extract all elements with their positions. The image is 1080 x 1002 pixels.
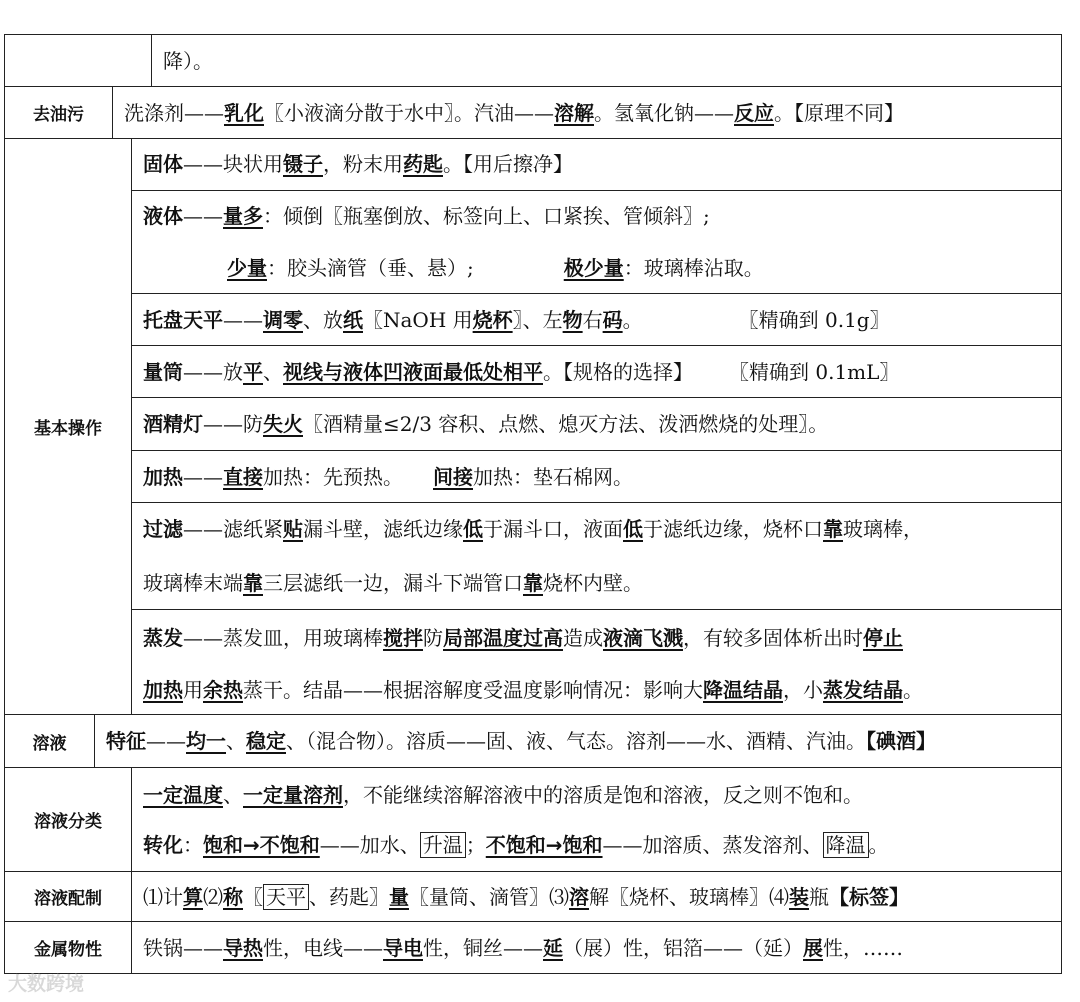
sub-lamp: 酒精灯——防失火〖酒精量≤2/3 容积、点燃、熄灭方法、泼洒燃烧的处理〗。 <box>131 398 1061 451</box>
row-label-solution: 溶液 <box>5 715 95 767</box>
row-label-degrease: 去油污 <box>5 87 113 138</box>
sub-balance: 托盘天平——调零、放纸〖NaOH 用烧杯〗、左物右码。 〖精确到 0.1g〗 <box>131 294 1061 346</box>
row-label-basic: 基本操作 <box>5 139 132 714</box>
sub-evaporation: 蒸发——蒸发皿，用玻璃棒搅拌防局部温度过高造成液滴飞溅，有较多固体析出时停止 加热用余热蒸干。结晶——根据溶解度受温度影响情况：影响大降温结晶，小蒸发结晶。 <box>143 626 923 702</box>
sub-solid: 固体——块状用镊子，粉末用药匙。【用后擦净】 <box>131 139 1061 191</box>
watermark-text: 大数跨境 <box>8 973 85 995</box>
degrease-text: 洗涤剂——乳化〖小液滴分散于水中〗。汽油——溶解。氢氧化钠——反应。【原理不同】 <box>124 101 904 125</box>
boxed-heat-up: 升温 <box>420 832 466 858</box>
boxed-cool-down: 降温 <box>823 832 869 858</box>
boxed-balance: 天平 <box>263 884 309 910</box>
row-label-classification: 溶液分类 <box>5 768 132 871</box>
row-solution: 溶液 特征——均一、稳定、（混合物）。溶质——固、液、气态。溶剂——水、酒精、汽油。【碘酒】 <box>4 715 1062 768</box>
sub-liquid: 液体——量多：倾倒〖瓶塞倒放、标签向上、口紧挨、管倾斜〗; 少量：胶头滴管（垂、悬）; 极少量：玻璃棒沾取。 <box>131 191 1061 294</box>
continuation-text: 降）。 <box>163 49 213 73</box>
row-solution-preparation: 溶液配制 ⑴计算⑵称〖 天平 、药匙〗量〖量筒、滴管〗⑶溶解〖烧杯、玻璃棒〗⑷装瓶【标签】 <box>4 872 1062 922</box>
row-continuation <box>4 34 1062 87</box>
row-basic-operations <box>4 139 1062 715</box>
row-label-metal: 金属物性 <box>5 922 132 973</box>
row-degrease <box>4 87 1062 139</box>
row-label-empty <box>5 35 152 86</box>
sub-heating: 加热——直接加热：先预热。 间接加热：垫石棉网。 <box>131 451 1061 503</box>
sub-cylinder: 量筒——放平、视线与液体凹液面最低处相平。【规格的选择】 〖精确到 0.1mL〗 <box>131 346 1061 398</box>
row-solution-classification: 溶液分类 一定温度、一定量溶剂，不能继续溶解溶液中的溶质是饱和溶液，反之则不饱和。 转化：饱和→不饱和——加水、 升温 ；不饱和→饱和——加溶质、蒸发溶剂、 降温 。 <box>4 768 1062 872</box>
row-label-preparation: 溶液配制 <box>5 872 132 921</box>
row-metal-properties: 金属物性 铁锅——导热性，电线——导电性，铜丝——延（展）性，铝箔——（延）展性，…… <box>4 922 1062 974</box>
sub-filtration: 过滤——滤纸紧贴漏斗壁，滤纸边缘低于漏斗口，液面低于滤纸边缘，烧杯口靠玻璃棒， 玻璃棒末端靠三层滤纸一边，漏斗下端管口靠烧杯内壁。 <box>131 503 1061 610</box>
